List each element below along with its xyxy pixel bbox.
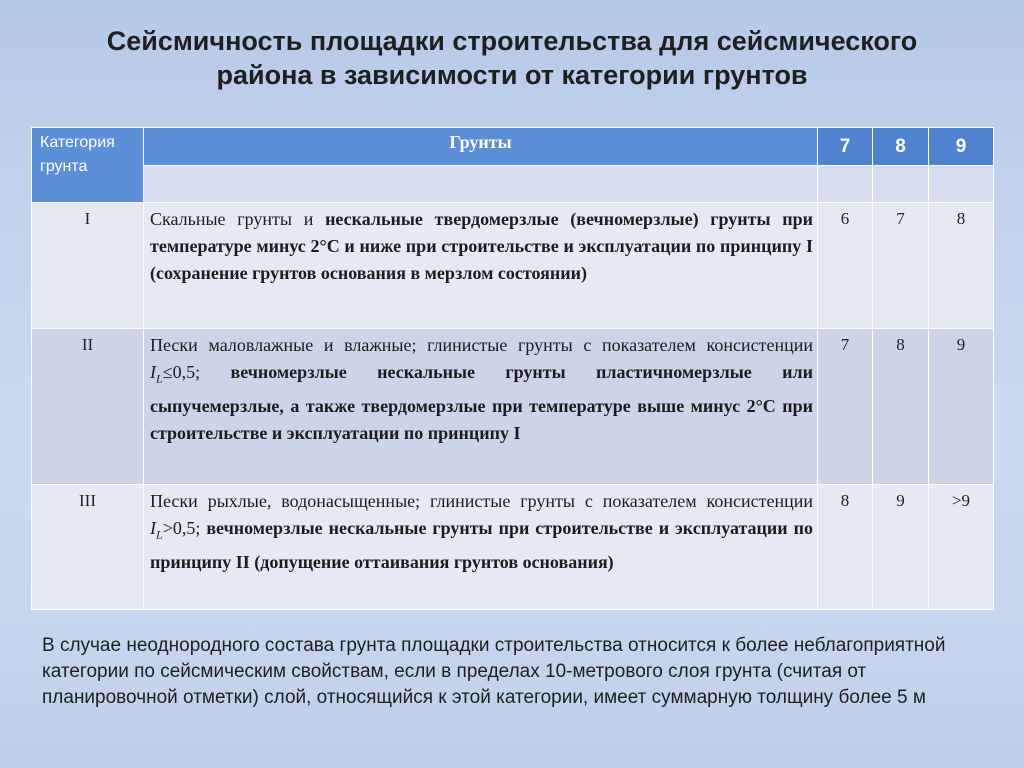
row-description [144, 485, 818, 610]
row-value-8: 8 [873, 329, 929, 485]
slide-title-line-2: района в зависимости от категории грунтов [216, 60, 808, 90]
row-value-7: 6 [818, 203, 873, 329]
table-header-subrow [32, 166, 994, 203]
row-value-7: 8 [818, 485, 873, 610]
row-value-8: 9 [873, 485, 929, 610]
slide-title [0, 24, 1024, 92]
table-header-row [32, 128, 994, 166]
row-description [144, 329, 818, 485]
row-value-7: 7 [818, 329, 873, 485]
row-value-9: 8 [929, 203, 994, 329]
table-row [32, 203, 994, 329]
desc-text: ≤0,5; [162, 362, 231, 382]
header-category: Категория грунта [32, 128, 144, 203]
footnote-text: В случае неоднородного состава грунта площадки строительства относится к более неблагоприятной категории по сейсмическим свойствам, если в пределах 10-метрового слоя грунта (считая от планировочной отметки) слой, относящийся к этой категории, имеет суммарную толщину более 5 м [42, 635, 946, 708]
il-subscript: L [156, 527, 163, 542]
header-intensity-8: 8 [873, 128, 929, 166]
desc-text: Пески рыхлые, водонасыщенные; глинистые грунты с показателем консистенции [150, 491, 813, 511]
row-category: II [32, 329, 144, 485]
row-description [144, 203, 818, 329]
desc-text: Пески маловлажные и влажные; глинистые грунты с показателем консистенции [150, 335, 813, 355]
row-category: I [32, 203, 144, 329]
row-category: III [32, 485, 144, 610]
table-row [32, 485, 994, 610]
desc-bold-text: вечномерзлые нескальные грунты пластичномерзлые или сыпучемерзлые, а также твердомерзлые при температуре выше минус 2°С при строительстве и эксплуатации по принципу I [150, 362, 813, 443]
header-blank-cell [873, 166, 929, 203]
header-blank-cell [818, 166, 873, 203]
table-row [32, 329, 994, 485]
il-subscript: L [156, 371, 163, 386]
row-value-8: 7 [873, 203, 929, 329]
seismicity-table [31, 127, 994, 610]
desc-bold-text: нескальные твердомерзлые (вечномерзлые) грунты при температуре минус 2°С и ниже при строительстве и эксплуатации по принципу I (сохранение грунтов основания в мерзлом состоянии) [150, 209, 813, 283]
row-value-9: 9 [929, 329, 994, 485]
header-intensity-9: 9 [929, 128, 994, 166]
desc-text: Скальные грунты и [150, 209, 326, 229]
header-blank-cell [144, 166, 818, 203]
desc-bold-text: вечномерзлые нескальные грунты при строительстве и эксплуатации по принципу II (допущение оттаивания грунтов основания) [150, 518, 813, 572]
il-symbol: I [150, 518, 156, 538]
desc-text: >0,5; [162, 518, 207, 538]
row-value-9: >9 [929, 485, 994, 610]
header-blank-cell [929, 166, 994, 203]
slide-title-line-1: Сейсмичность площадки строительства для сейсмического [106, 26, 918, 56]
il-symbol: I [150, 362, 156, 382]
header-intensity-7: 7 [818, 128, 873, 166]
header-soils: Грунты [144, 128, 818, 166]
